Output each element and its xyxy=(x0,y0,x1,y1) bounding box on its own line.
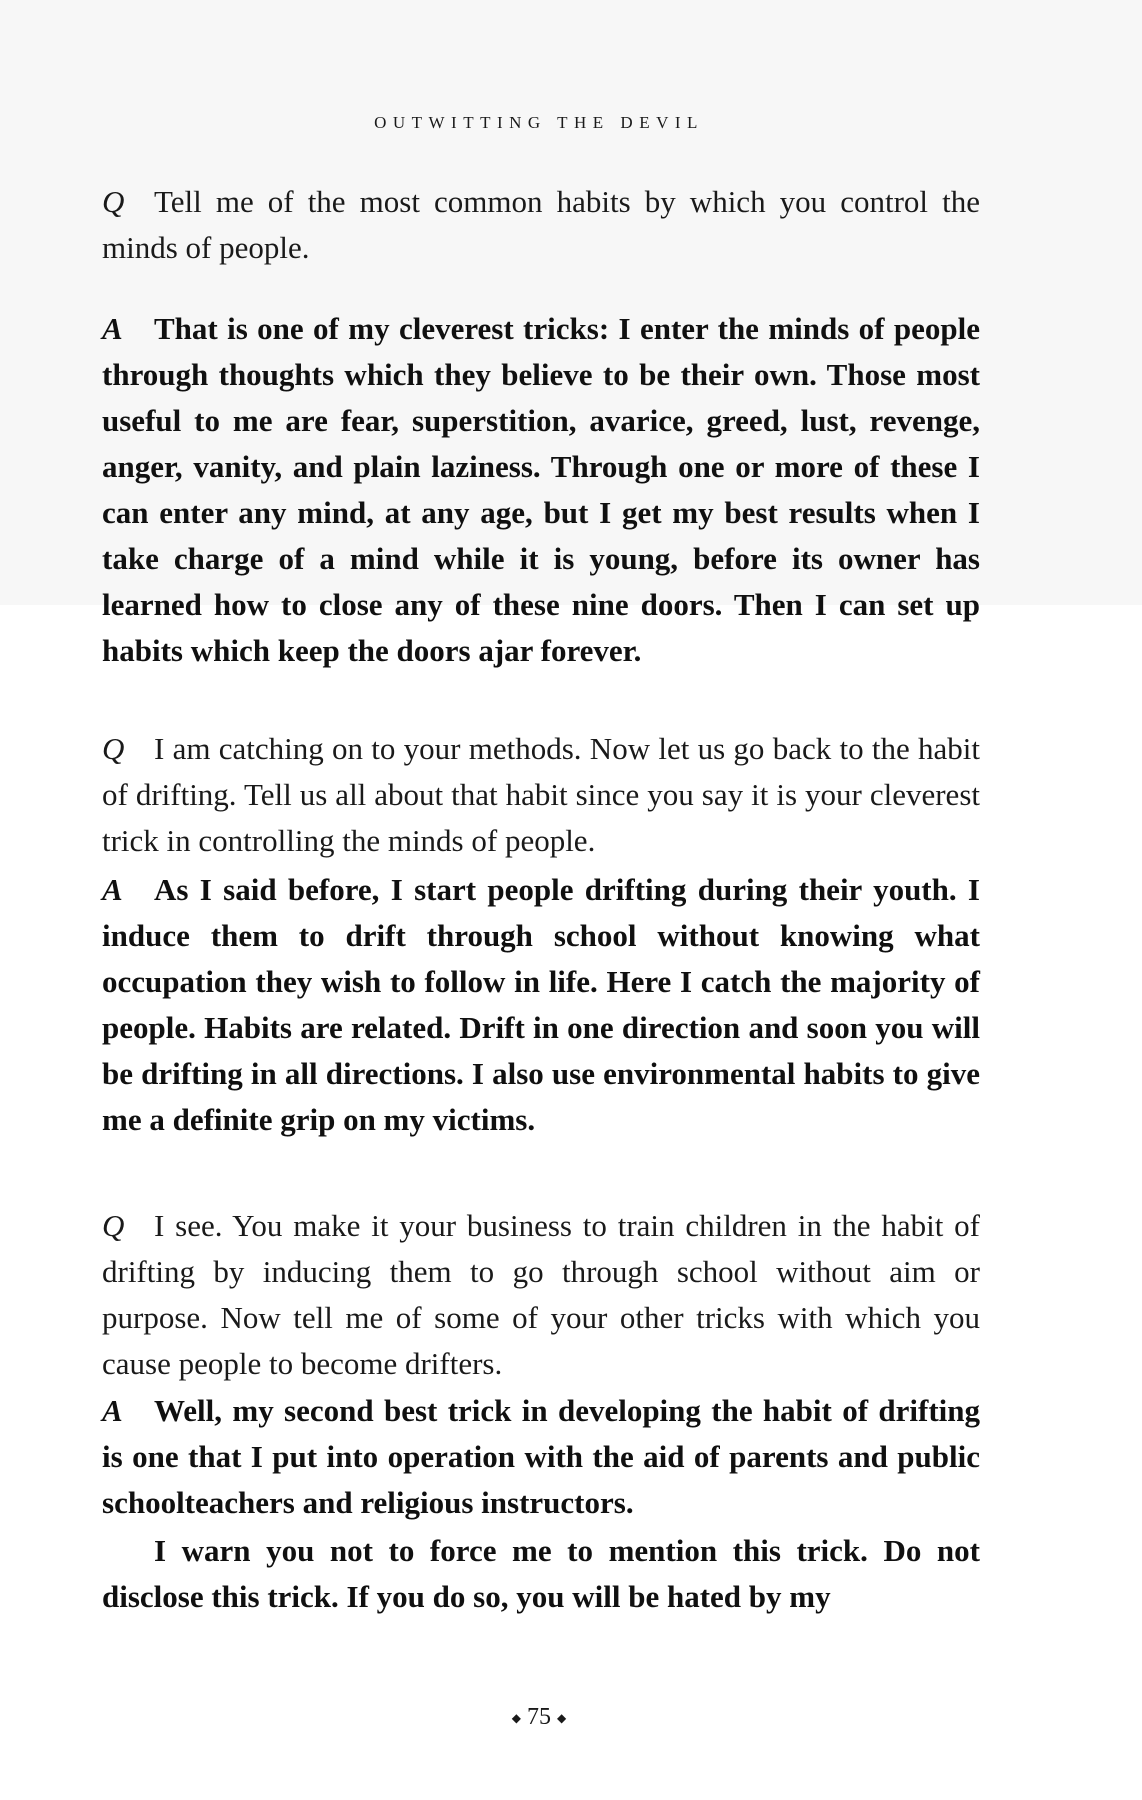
page-number xyxy=(0,1704,1078,1731)
paragraph-text: Tell me of the most common habits by which you control the minds of people. xyxy=(102,184,980,265)
answer-marker: A xyxy=(102,1393,123,1428)
answer-marker: A xyxy=(102,872,123,907)
running-head: OUTWITTING THE DEVIL xyxy=(374,113,704,132)
diamond-ornament-icon: ◆ xyxy=(557,1710,567,1725)
paragraph-text: That is one of my cleverest tricks: I enter the minds of people through thoughts which they believe to be their own. Those most useful to me are fear, superstition, avarice, greed, lust, revenge, anger, vanity, and plain laziness. Through one or more of these I can enter any mind, at any age, but I get my best results when I take charge of a mind while it is young, before its owner has learned how to close any of these nine doors. Then I can set up habits which keep the doors ajar forever. xyxy=(102,311,980,668)
paragraph-text: Well, my second best trick in developing the habit of drifting is one that I put into operation with the aid of parents and public schoolteachers and religious instructors. xyxy=(102,1393,980,1520)
answer-paragraph xyxy=(102,1388,980,1526)
answer-paragraph xyxy=(102,867,980,1143)
question-marker: Q xyxy=(102,731,125,766)
question-marker: Q xyxy=(102,184,125,219)
answer-continuation-paragraph xyxy=(102,1528,980,1620)
page-number-text: 75 xyxy=(527,1704,551,1730)
question-marker: Q xyxy=(102,1208,125,1243)
question-paragraph xyxy=(102,1203,980,1387)
paragraph-text: I see. You make it your business to train children in the habit of drifting by inducing them to go through school without aim or purpose. Now tell me of some of your other tricks with which you cause people to become drifters. xyxy=(102,1208,980,1381)
paragraph-text: I am catching on to your methods. Now let us go back to the habit of drifting. Tell us all about that habit since you say it is your cleverest trick in controlling the minds of people. xyxy=(102,731,980,858)
answer-paragraph xyxy=(102,306,980,674)
paragraph-text: As I said before, I start people drifting during their youth. I induce them to drift through school without knowing what occupation they wish to follow in life. Here I catch the majority of people. Habits are related. Drift in one direction and soon you will be drifting in all directions. I also use environmental habits to give me a definite grip on my victims. xyxy=(102,872,980,1137)
paragraph-text: I warn you not to force me to mention this trick. Do not disclose this trick. If you do so, you will be hated by my xyxy=(102,1533,980,1614)
question-paragraph xyxy=(102,726,980,864)
diamond-ornament-icon: ◆ xyxy=(511,1710,521,1725)
answer-marker: A xyxy=(102,311,123,346)
question-paragraph xyxy=(102,179,980,271)
